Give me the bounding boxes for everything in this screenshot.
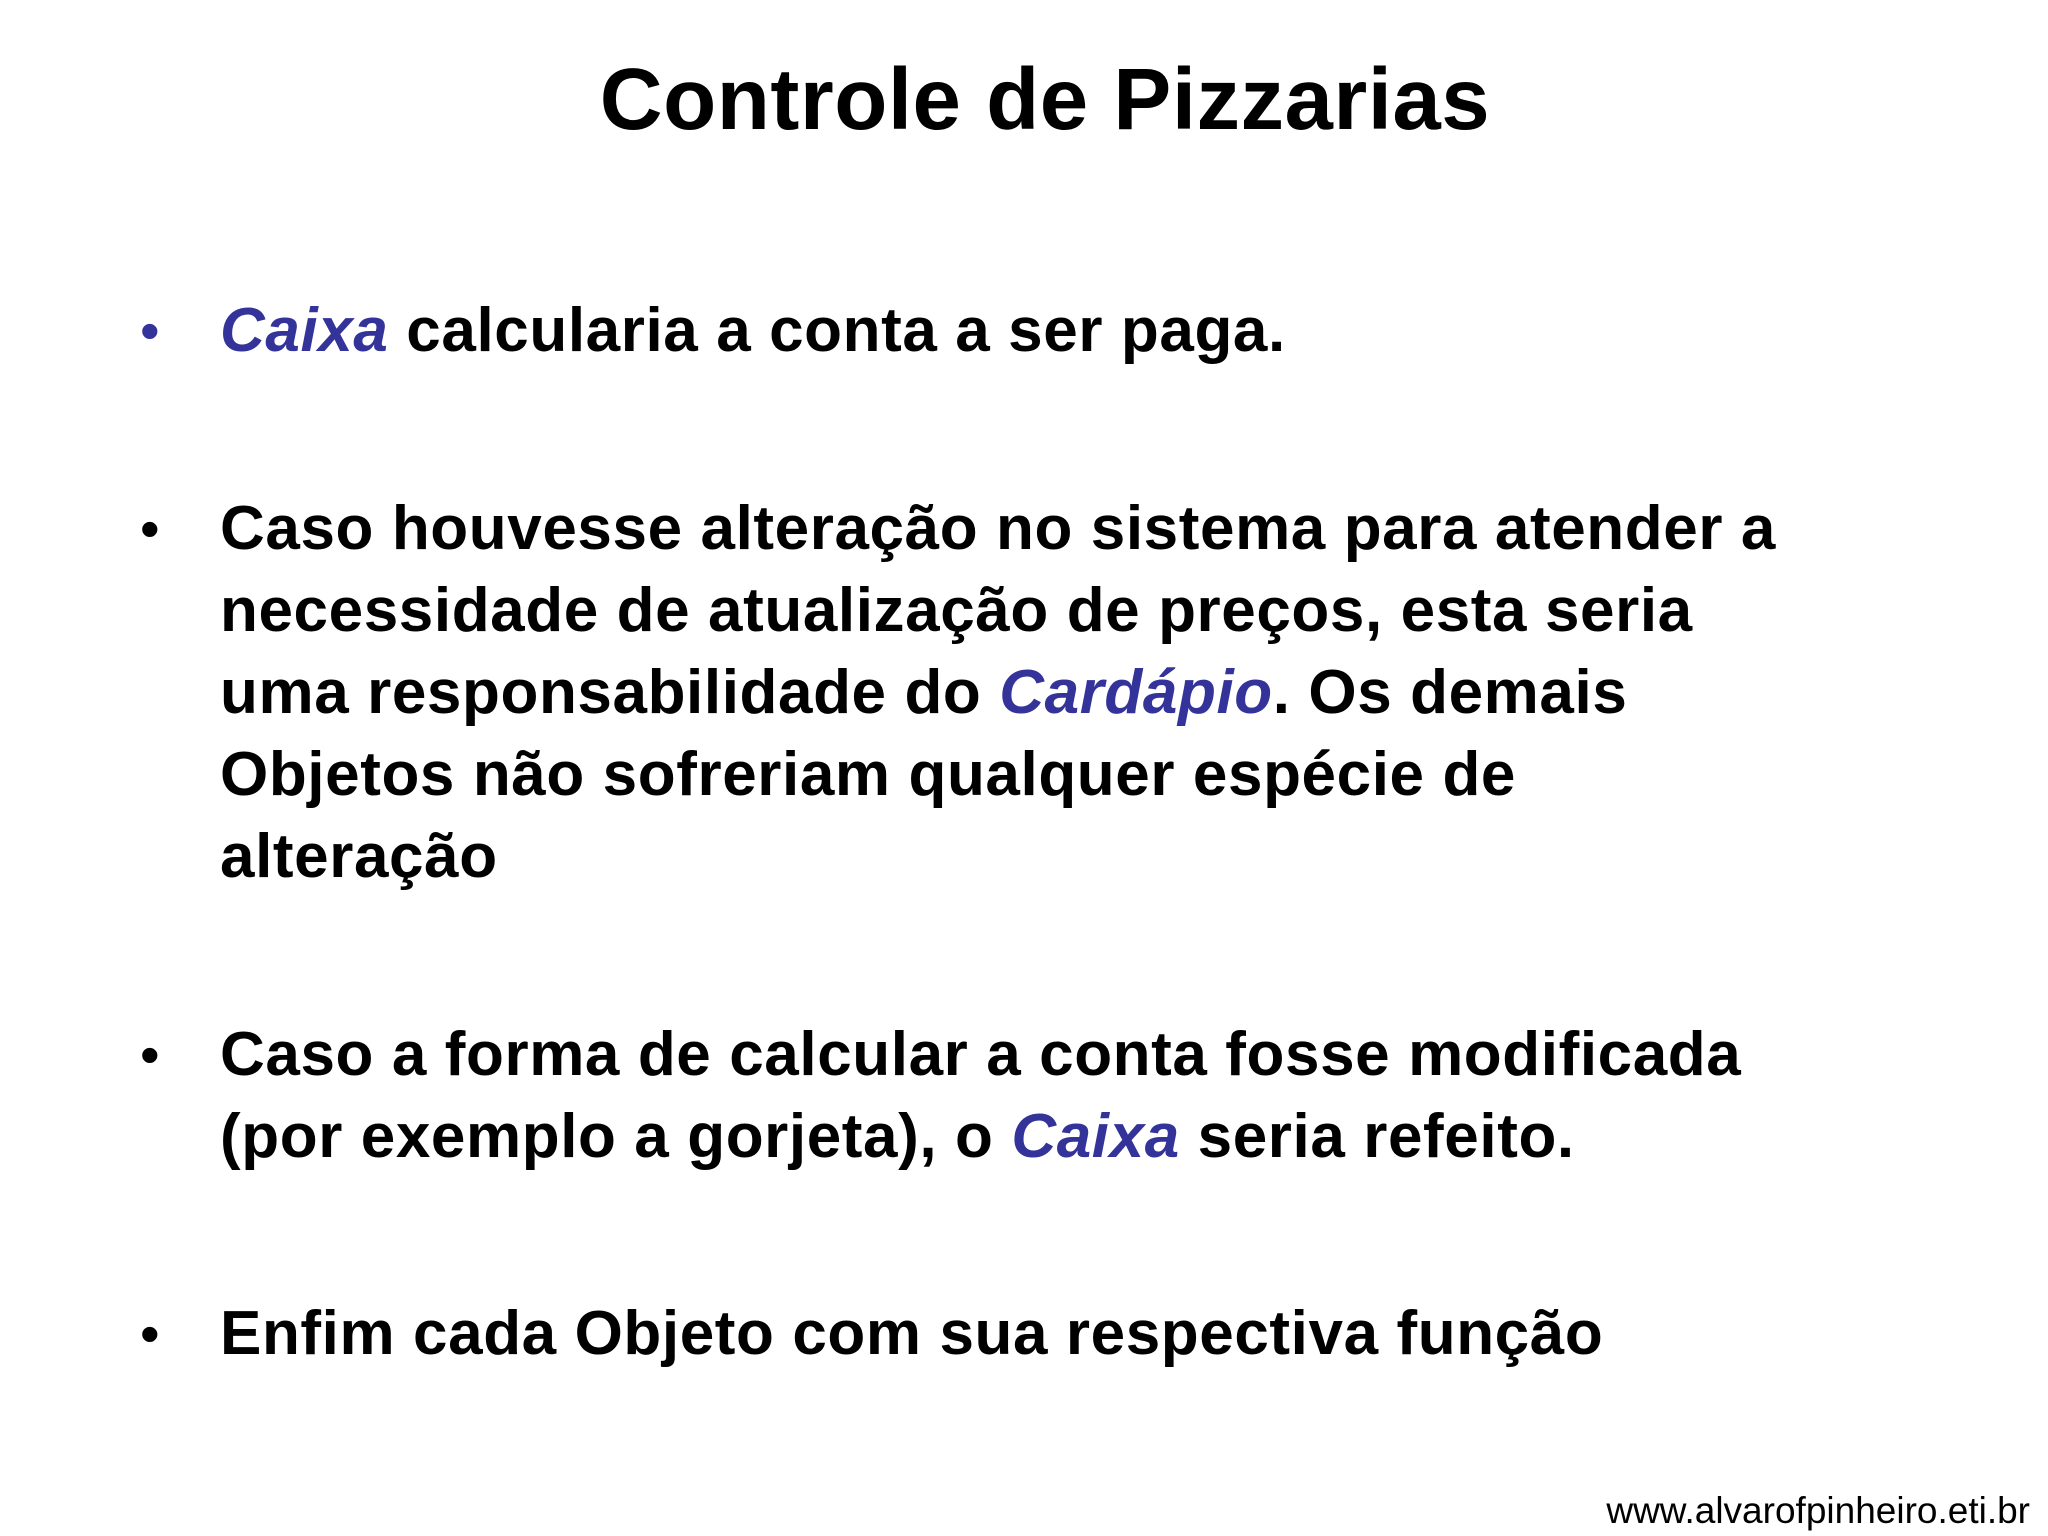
bullet-text — [220, 488, 1980, 898]
slide-title: Controle de Pizzarias — [599, 51, 1491, 148]
bullet-dot-icon: • — [140, 299, 160, 362]
bullet-text — [220, 290, 1980, 372]
bullet-text — [220, 1014, 1980, 1178]
bullet-text-segment: seria refeito. — [1179, 1102, 1575, 1171]
bullet-dot-icon: • — [140, 1023, 160, 1086]
bullet-line: necessidade de atualização de preços, esta seria — [220, 576, 1693, 645]
bullet-line: alteração — [220, 822, 498, 891]
bullet-line: Enfim cada Objeto com sua respectiva função — [220, 1299, 1604, 1368]
bullet-line: Objetos não sofreriam qualquer espécie de — [220, 740, 1516, 809]
emphasis-cardapio: Cardápio — [999, 658, 1273, 727]
emphasis-caixa: Caixa — [1011, 1102, 1180, 1171]
bullet-text-segment: calcularia a conta a ser paga. — [388, 296, 1286, 365]
bullet-text — [220, 1293, 1980, 1375]
bullet-dot-icon: • — [140, 1302, 160, 1365]
bullet-line: Caso houvesse alteração no sistema para atender a — [220, 494, 1776, 563]
bullet-text-segment: (por exemplo a gorjeta), o — [220, 1102, 1012, 1171]
bullet-line: Caso a forma de calcular a conta fosse modificada — [220, 1020, 1742, 1089]
bullet-text-segment: . Os demais — [1272, 658, 1628, 727]
bullet-line — [220, 1096, 1980, 1178]
footer-url: www.alvarofpinheiro.eti.br — [1606, 1490, 2030, 1531]
bullet-dot-icon: • — [140, 497, 160, 560]
bullet-line — [220, 652, 1980, 734]
emphasis-caixa: Caixa — [220, 296, 389, 365]
bullet-text-segment: uma responsabilidade do — [220, 658, 1000, 727]
